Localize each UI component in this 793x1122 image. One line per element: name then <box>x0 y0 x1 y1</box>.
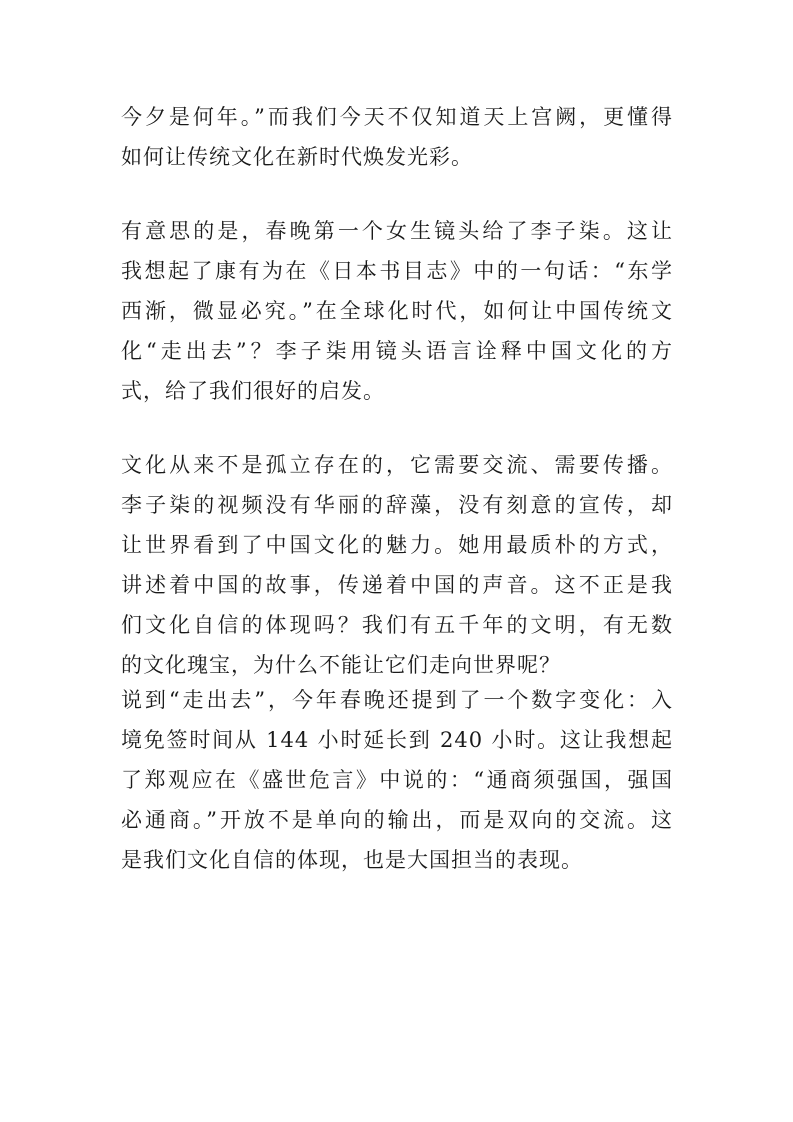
text-line: 文化从来不是孤立存在的，它需要交流、需要传播。 <box>121 453 673 477</box>
text-line: 是我们文化自信的体现，也是大国担当的表现。 <box>121 848 583 872</box>
text-line: 我想起了康有为在《日本书目志》中的一句话：“东学 <box>121 259 673 283</box>
paragraph-2 <box>121 211 673 411</box>
text-line: 化“走出去”？李子柒用镜头语言诠释中国文化的方 <box>121 339 673 363</box>
text-line: 今夕是何年。”而我们今天不仅知道天上宫阙，更懂得 <box>121 105 673 129</box>
text-line: 必通商。”开放不是单向的输出，而是双向的交流。这 <box>121 808 673 832</box>
text-line: 讲述着中国的故事，传递着中国的声音。这不正是我 <box>121 573 673 597</box>
paragraph-3 <box>121 445 673 685</box>
text-line: 了郑观应在《盛世危言》中说的：“通商须强国，强国 <box>121 768 673 792</box>
text-line: 境免签时间从 144 小时延长到 240 小时。这让我想起 <box>121 728 673 752</box>
text-line: 有意思的是，春晚第一个女生镜头给了李子柒。这让 <box>121 219 673 243</box>
text-line: 式，给了我们很好的启发。 <box>121 379 385 403</box>
text-line: 的文化瑰宝，为什么不能让它们走向世界呢？ <box>121 653 561 677</box>
text-line: 西渐，微显必究。”在全球化时代，如何让中国传统文 <box>121 299 673 323</box>
text-line: 让世界看到了中国文化的魅力。她用最质朴的方式， <box>121 533 673 557</box>
text-line: 们文化自信的体现吗？我们有五千年的文明，有无数 <box>121 613 673 637</box>
text-line: 如何让传统文化在新时代焕发光彩。 <box>121 145 473 169</box>
text-line: 说到“走出去”，今年春晚还提到了一个数字变化：入 <box>121 688 673 712</box>
paragraph-4 <box>121 680 673 880</box>
text-line: 李子柒的视频没有华丽的辞藻，没有刻意的宣传，却 <box>121 493 673 517</box>
paragraph-1 <box>121 97 673 177</box>
